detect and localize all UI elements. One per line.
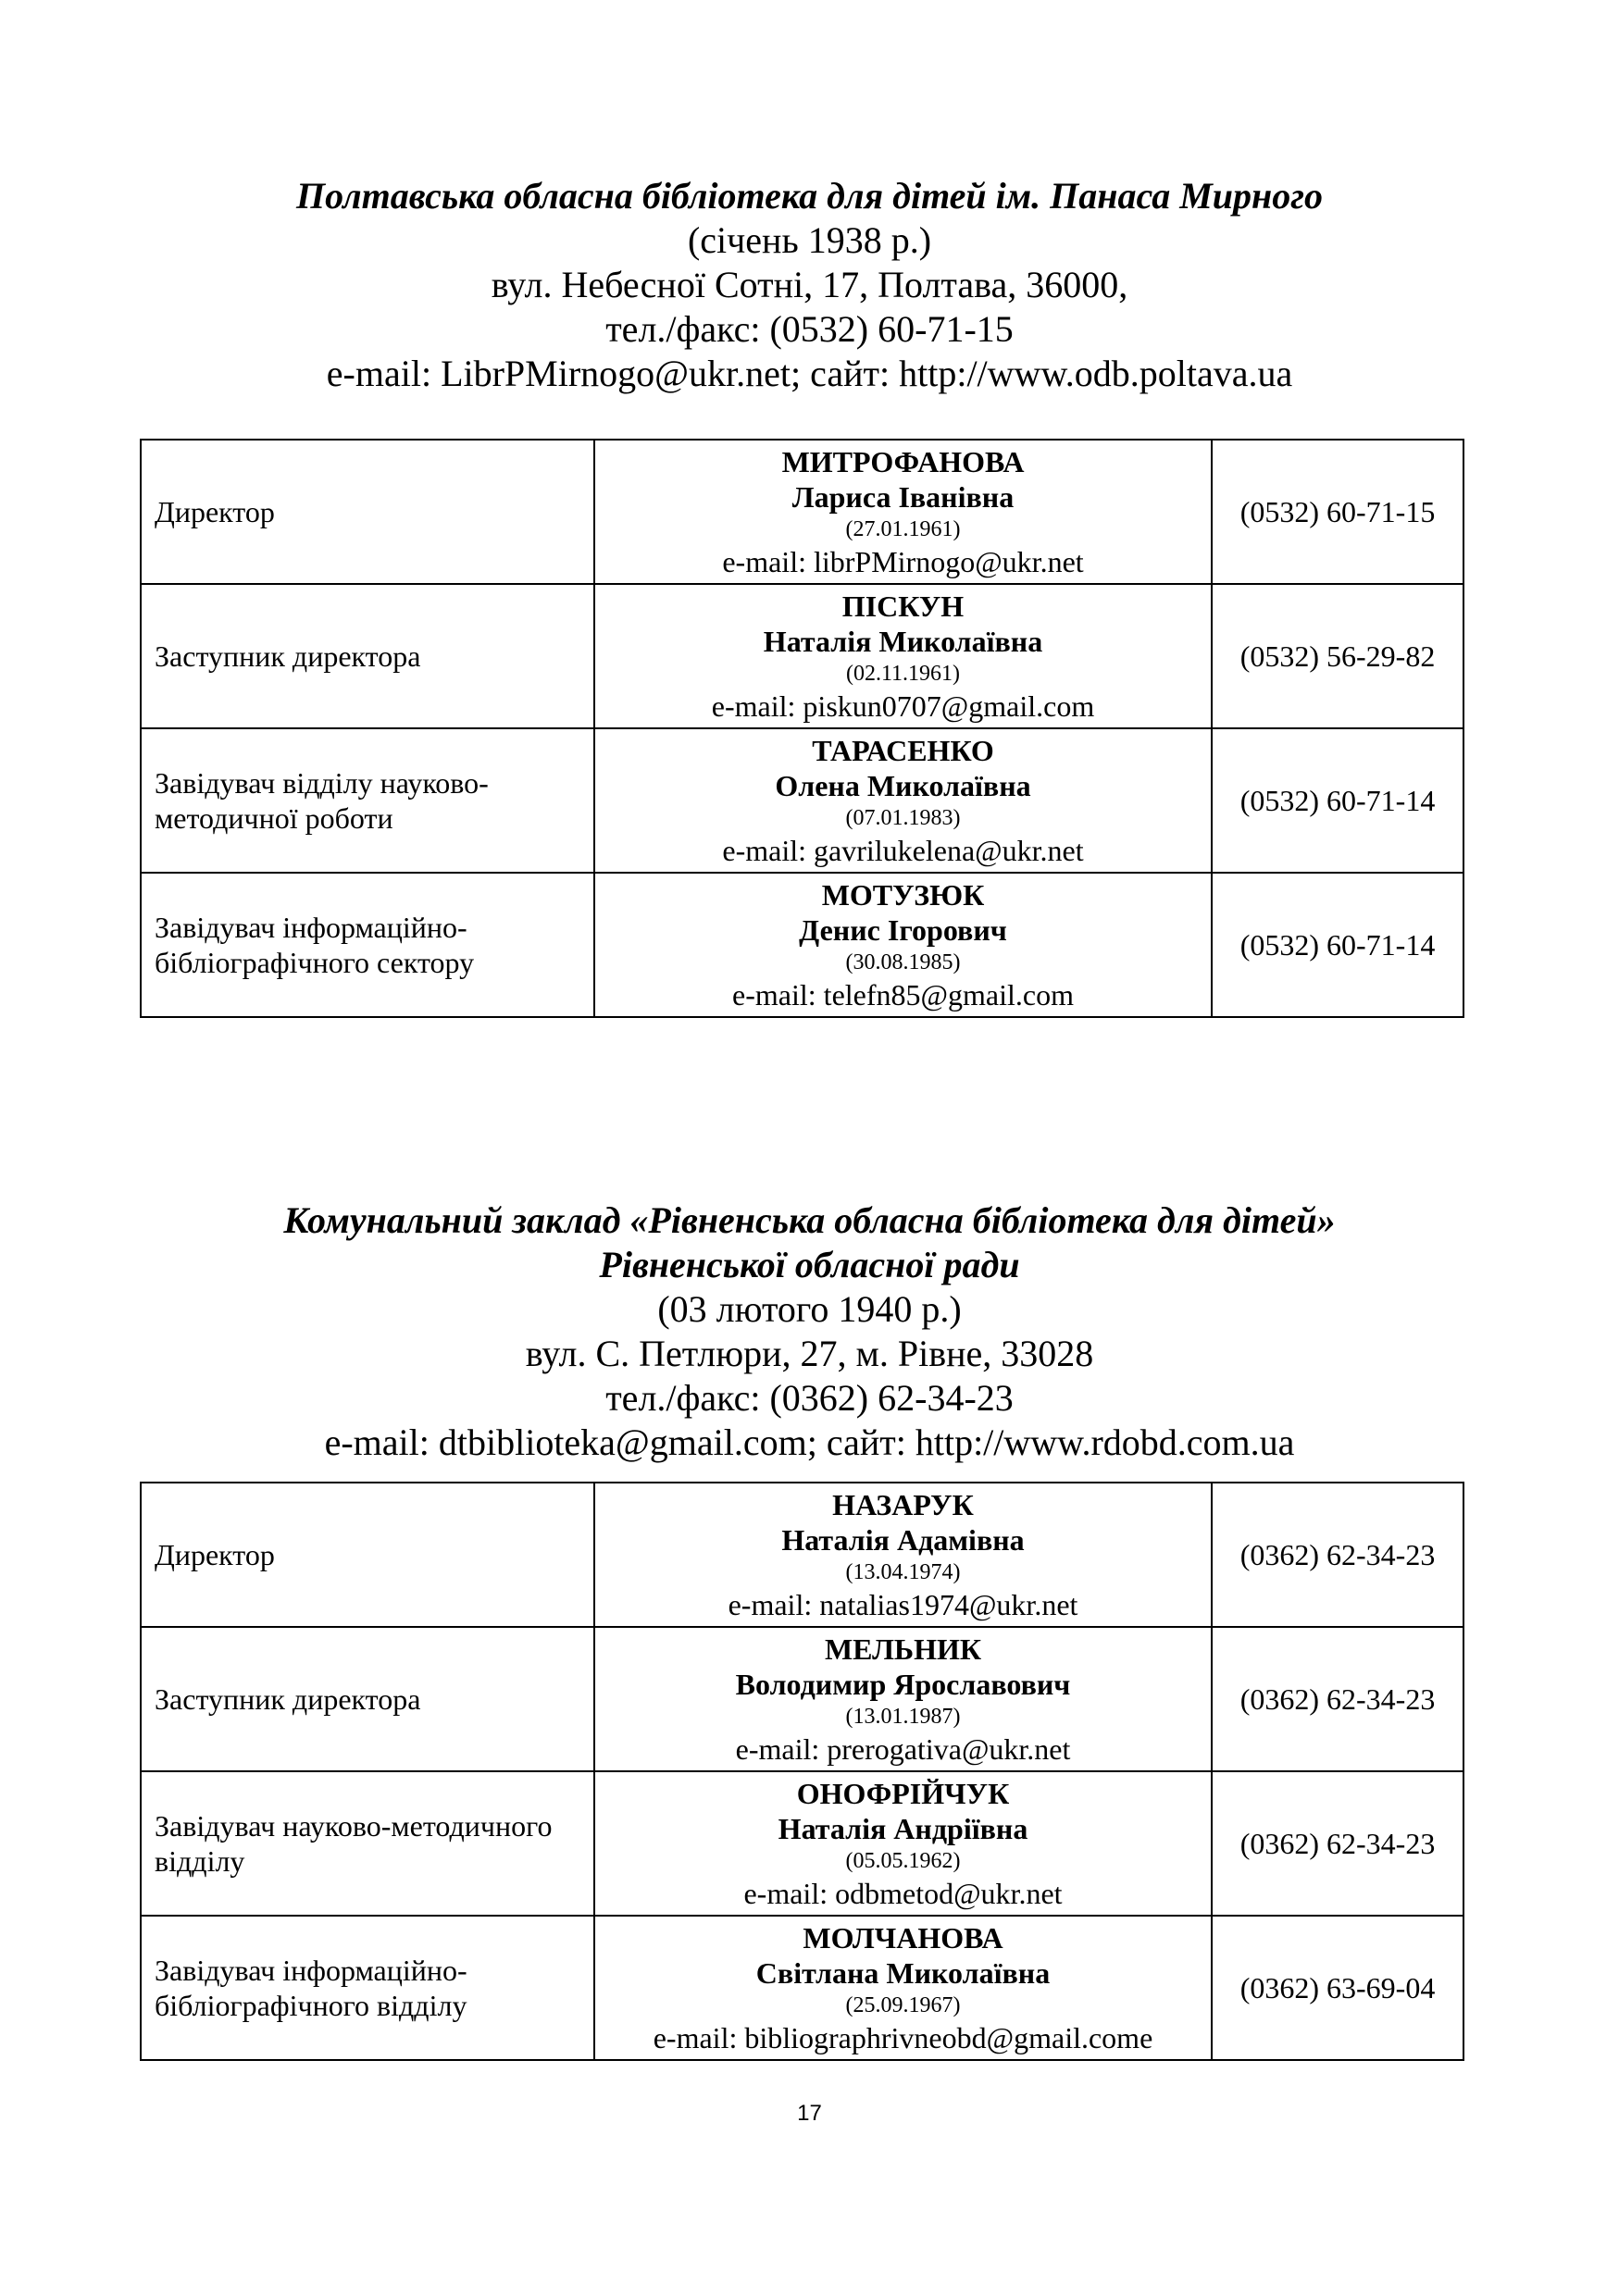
phone-fax: тел./факс: (0532) 60-71-15	[605, 308, 1014, 350]
position-cell: Завідувач інформаційно-бібліографічного сектору	[141, 873, 594, 1017]
staff-table-poltava	[140, 439, 1464, 1018]
position-cell: Директор	[141, 1483, 594, 1627]
given-name: Світлана Миколаївна	[755, 1956, 1051, 1990]
phone-cell: (0532) 56-29-82	[1212, 584, 1463, 728]
table-row	[141, 1627, 1463, 1771]
library-header-poltava	[0, 174, 1619, 396]
given-name: Олена Миколаївна	[775, 769, 1031, 802]
position-cell: Завідувач науково-методичного відділу	[141, 1771, 594, 1916]
surname: ОНОФРІЙЧУК	[796, 1777, 1010, 1810]
birth-date: (25.09.1967)	[845, 1993, 961, 2017]
birth-date: (30.08.1985)	[845, 950, 961, 974]
address: вул. Небесної Сотні, 17, Полтава, 36000,	[491, 264, 1128, 305]
table-row	[141, 440, 1463, 584]
table-row	[141, 1483, 1463, 1627]
phone-cell: (0532) 60-71-15	[1212, 440, 1463, 584]
phone-cell: (0532) 60-71-14	[1212, 728, 1463, 873]
org-title: Комунальний заклад «Рівненська обласна бібліотека для дітей»	[283, 1199, 1336, 1241]
org-title: Полтавська обласна бібліотека для дітей ім. Панаса Мирного	[295, 175, 1324, 217]
page-number: 17	[797, 2101, 822, 2126]
surname: МОЛЧАНОВА	[803, 1921, 1003, 1955]
surname: МОТУЗЮК	[821, 878, 985, 912]
birth-date: (05.05.1962)	[845, 1849, 961, 1873]
founded-date: (січень 1938 р.)	[687, 219, 932, 261]
position-cell: Заступник директора	[141, 584, 594, 728]
email: e-mail: librPMirnogo@ukr.net	[722, 545, 1084, 578]
person-cell	[594, 1483, 1212, 1627]
phone-fax: тел./факс: (0362) 62-34-23	[605, 1377, 1014, 1419]
email: e-mail: prerogativa@ukr.net	[735, 1732, 1071, 1766]
email: e-mail: gavrilukelena@ukr.net	[722, 834, 1084, 867]
position-cell: Завідувач інформаційно-бібліографічного відділу	[141, 1916, 594, 2060]
email: e-mail: odbmetod@ukr.net	[743, 1877, 1063, 1910]
birth-date: (13.01.1987)	[845, 1705, 961, 1729]
library-header-rivne	[0, 1198, 1619, 1465]
given-name: Наталія Андріївна	[778, 1812, 1028, 1845]
position-cell: Завідувач відділу науково-методичної роботи	[141, 728, 594, 873]
phone-cell: (0362) 62-34-23	[1212, 1483, 1463, 1627]
person-cell	[594, 440, 1212, 584]
email: e-mail: natalias1974@ukr.net	[728, 1588, 1078, 1621]
table-row	[141, 873, 1463, 1017]
person-cell	[594, 873, 1212, 1017]
given-name: Денис Ігорович	[799, 913, 1007, 947]
phone-cell: (0362) 63-69-04	[1212, 1916, 1463, 2060]
org-subtitle: Рівненської обласної ради	[599, 1244, 1020, 1285]
contacts: e-mail: LibrPMirnogo@ukr.net; сайт: http://www.odb.poltava.ua	[326, 353, 1293, 394]
person-cell	[594, 1771, 1212, 1916]
surname: МИТРОФАНОВА	[781, 445, 1025, 478]
table-row	[141, 584, 1463, 728]
birth-date: (02.11.1961)	[845, 662, 961, 686]
person-cell	[594, 1916, 1212, 2060]
given-name: Лариса Іванівна	[791, 480, 1015, 514]
phone-cell: (0532) 60-71-14	[1212, 873, 1463, 1017]
birth-date: (27.01.1961)	[845, 517, 961, 541]
given-name: Наталія Миколаївна	[763, 625, 1043, 658]
table-row	[141, 728, 1463, 873]
email: e-mail: bibliographrivneobd@gmail.come	[653, 2021, 1153, 2054]
surname: ПІСКУН	[841, 590, 965, 623]
birth-date: (13.04.1974)	[845, 1560, 961, 1584]
position-cell: Директор	[141, 440, 594, 584]
given-name: Наталія Адамівна	[781, 1523, 1025, 1557]
table-row	[141, 1916, 1463, 2060]
founded-date: (03 лютого 1940 р.)	[657, 1288, 962, 1330]
position-cell: Заступник директора	[141, 1627, 594, 1771]
table-row	[141, 1771, 1463, 1916]
phone-cell: (0362) 62-34-23	[1212, 1771, 1463, 1916]
person-cell	[594, 584, 1212, 728]
given-name: Володимир Ярославович	[735, 1668, 1071, 1701]
staff-table-rivne	[140, 1482, 1464, 2061]
birth-date: (07.01.1983)	[845, 806, 961, 830]
email: e-mail: piskun0707@gmail.com	[711, 689, 1095, 723]
address: вул. С. Петлюри, 27, м. Рівне, 33028	[525, 1333, 1094, 1374]
person-cell	[594, 1627, 1212, 1771]
phone-cell: (0362) 62-34-23	[1212, 1627, 1463, 1771]
surname: ТАРАСЕНКО	[812, 734, 994, 767]
contacts: e-mail: dtbiblioteka@gmail.com; сайт: http://www.rdobd.com.ua	[324, 1421, 1295, 1463]
surname: НАЗАРУК	[832, 1488, 974, 1521]
email: e-mail: telefn85@gmail.com	[732, 978, 1074, 1011]
person-cell	[594, 728, 1212, 873]
surname: МЕЛЬНИК	[824, 1632, 982, 1666]
